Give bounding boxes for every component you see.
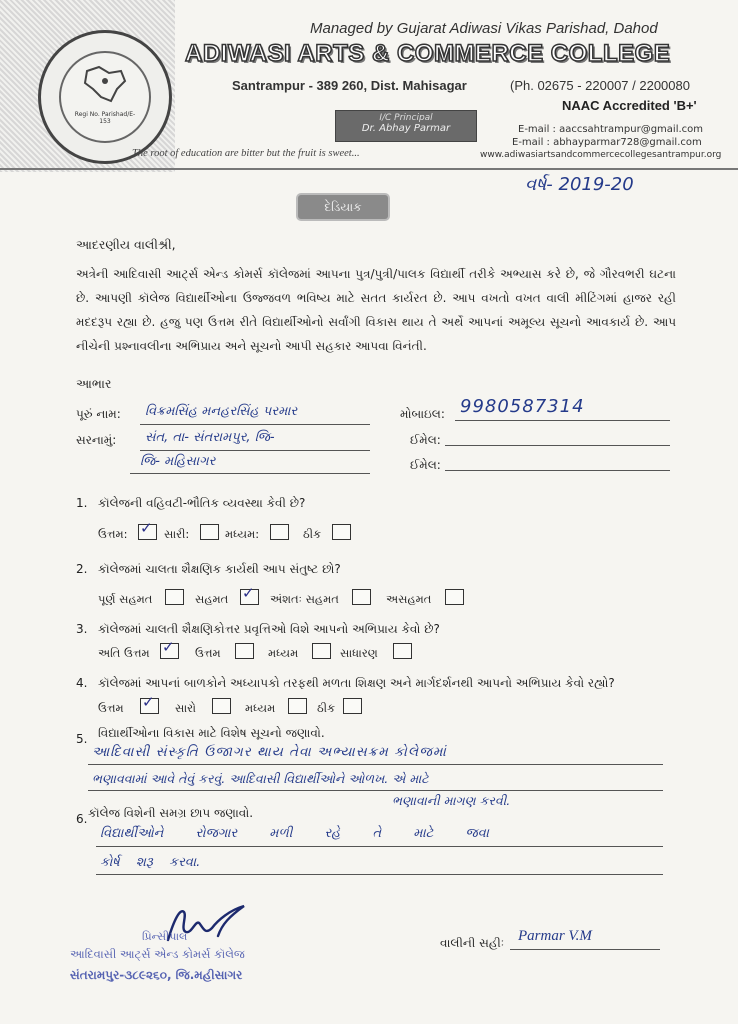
q1-checkbox-2[interactable] xyxy=(200,524,219,540)
college-address: Santrampur - 389 260, Dist. Mahisagar xyxy=(232,78,467,93)
q6-answer-1[interactable]: વિદ્યાર્થીઓને રોજગાર મળી રહે તે માટે જવા xyxy=(100,826,489,841)
q2-option-1: પૂર્ણ સહમત xyxy=(98,592,153,606)
q4-checkbox-2[interactable] xyxy=(212,698,231,714)
guardian-sign-label: વાલીની સહીઃ xyxy=(440,936,505,950)
q5-answer-1[interactable]: આદિવાસી સંસ્કૃતિ ઉજાગર થાય તેવા અભ્યાસક્રમ કોલેજમાં xyxy=(92,744,447,760)
guardian-sign-value[interactable]: Parmar V.M xyxy=(518,928,592,944)
map-icon xyxy=(77,63,133,107)
q6-line-1 xyxy=(96,846,663,847)
q6-answer-2[interactable]: કોર્ષ શરૂ કરવા. xyxy=(100,855,201,870)
address-line-2 xyxy=(130,473,370,474)
q5-answer-2[interactable]: ભણાવવામાં આવે તેવું કરવું. આદિવાસી વિદ્યાર્થીઓને ઓળખ. એ માટે xyxy=(92,771,429,786)
address-label: સરનામું: xyxy=(76,433,117,447)
q1-tick: ✓ xyxy=(140,519,153,537)
college-phone: (Ph. 02675 - 220007 / 2200080 xyxy=(510,78,690,93)
q4-checkbox-4[interactable] xyxy=(343,698,362,714)
q6-text: કૉલેજ વિશેની સમગ્ર છાપ જણાવો. xyxy=(88,806,254,820)
managed-by: Managed by Gujarat Adiwasi Vikas Parishad, Dahod xyxy=(310,20,658,37)
q1-option-1: ઉત્તમ: xyxy=(98,527,128,541)
college-name: ADIWASI ARTS & COMMERCE COLLEGE xyxy=(185,40,671,67)
email-line-2[interactable] xyxy=(445,470,670,471)
header-rule xyxy=(0,168,738,170)
q4-checkbox-3[interactable] xyxy=(288,698,307,714)
address-line-1 xyxy=(140,450,370,451)
letter-body: અત્રેની આદિવાસી આર્ટ્સ એન્ડ કોમર્સ કૉલેજમાં આપના પુત્ર/પુત્રી/પાલક વિદ્યાર્થી તરીકે અભ્યાસ કરે છે, જે ગૌરવભરી ઘટના છે. આપણી કૉલેજ વિદ્યાર્થીઓના ઉજ્જવળ ભવિષ્ય માટે સતત કાર્યરત છે. આપ વખતો વખત વાલી મીટિંગમાં હાજર રહી મદદરૂપ રહ્યા છે. હજુ પણ ઉત્તમ રીતે વિદ્યાર્થીઓનો સર્વાંગી વિકાસ થાય તે અર્થે આપનાં અમૂલ્ય સૂચનો આવકાર્ય છે. આપ નીચેની પ્રશ્નાવલીના અભિપ્રાય અને સૂચનો આપી સહકાર આપવા વિનંતી. xyxy=(76,267,676,353)
form-title: દેડિયાક xyxy=(324,200,362,214)
website: www.adiwasiartsandcommercecollegesantrampur.org xyxy=(480,150,722,160)
q4-option-4: ઠીક xyxy=(317,701,336,715)
q1-option-3: મધ્યમ: xyxy=(225,527,260,541)
salutation: આદરણીય વાલીશ્રી, xyxy=(76,237,176,252)
q3-option-3: મધ્યમ xyxy=(268,646,299,660)
stamp-line-1: આદિવાસી આર્ટ્સ એન્ડ કોમર્સ કૉલેજ xyxy=(70,947,245,961)
principal-name: Dr. Abhay Parmar xyxy=(361,123,451,134)
q1-option-4: ઠીક xyxy=(303,527,322,541)
q2-text: કૉલેજમાં ચાલતા શૈક્ષણિક કાર્યથી આપ સંતુષ્ટ છો? xyxy=(98,562,341,576)
email-2: E-mail : abhayparmar728@gmail.com xyxy=(512,137,702,148)
q2-checkbox-4[interactable] xyxy=(445,589,464,605)
q3-text: કૉલેજમાં ચાલતી શૈક્ષણિકોત્તર પ્રવૃત્તિઓ વિશે આપનો અભિપ્રાય કેવો છે? xyxy=(98,622,440,636)
q2-checkbox-1[interactable] xyxy=(165,589,184,605)
address-value-2[interactable]: જિ- મહિસાગર xyxy=(140,454,216,469)
naac-badge: NAAC Accredited 'B+' xyxy=(562,98,697,113)
q2-option-2: સહમત xyxy=(195,592,229,606)
form-title-banner xyxy=(298,195,388,219)
address-value-1[interactable]: સંત, તા- સંતરામપુર, જિ- xyxy=(145,430,275,445)
q3-option-1: અતિ ઉત્તમ xyxy=(98,646,150,660)
seal-reg: Regi No. Parishad/E-153 xyxy=(74,111,136,125)
email-line-1[interactable] xyxy=(445,445,670,446)
college-motto: The root of education are bitter but the fruit is sweet... xyxy=(132,148,360,159)
principal-banner xyxy=(335,110,477,142)
email-label-2: ઈમેલ: xyxy=(410,458,441,472)
q1-option-2: સારી: xyxy=(164,527,190,541)
q3-option-2: ઉત્તમ xyxy=(195,646,221,660)
q4-option-3: મધ્યમ xyxy=(245,701,276,715)
q4-option-2: સારો xyxy=(175,701,196,715)
q2-option-4: અસહમત xyxy=(386,592,432,606)
q6-number: 6. xyxy=(76,812,88,826)
q2-checkbox-3[interactable] xyxy=(352,589,371,605)
mobile-label: મોબાઇલ: xyxy=(400,407,445,421)
mobile-value[interactable]: 9980587314 xyxy=(460,396,585,417)
stamp-line-2: સંતરામપુર-૩૮૯૨૬૦, જિ.મહીસાગર xyxy=(70,968,243,982)
stamp-title: પ્રિન્સીપાલ xyxy=(142,930,188,943)
q3-checkbox-4[interactable] xyxy=(393,643,412,659)
q3-tick: ✓ xyxy=(162,638,175,656)
q1-number: 1. xyxy=(76,496,88,510)
q3-checkbox-3[interactable] xyxy=(312,643,331,659)
name-label: પૂરું નામ: xyxy=(76,407,121,421)
q6-line-2 xyxy=(96,874,663,875)
q5-answer-3[interactable]: ભણાવાની માગણ કરવી. xyxy=(392,793,511,808)
mobile-line xyxy=(455,420,670,421)
thanks: આભાર xyxy=(76,376,112,391)
q5-line-2 xyxy=(88,790,663,791)
principal-title: I/C Principal xyxy=(379,113,433,123)
q4-number: 4. xyxy=(76,676,88,690)
email-label-1: ઈમેલ: xyxy=(410,433,441,447)
email-1: E-mail : aaccsahtrampur@gmail.com xyxy=(518,124,704,135)
guardian-sign-line xyxy=(510,949,660,950)
letterhead xyxy=(0,0,738,172)
q3-checkbox-2[interactable] xyxy=(235,643,254,659)
q3-number: 3. xyxy=(76,622,88,636)
q4-text: કૉલેજમાં આપનાં બાળકોને અધ્યાપકો તરફથી મળતા શિક્ષણ અને માર્ગદર્શનથી આપનો અભિપ્રાય કેવો રહ્યો? xyxy=(98,676,615,690)
q2-tick: ✓ xyxy=(242,584,255,602)
q1-checkbox-4[interactable] xyxy=(332,524,351,540)
q1-checkbox-3[interactable] xyxy=(270,524,289,540)
q5-line-1 xyxy=(88,764,663,765)
q5-number: 5. xyxy=(76,732,88,746)
q5-text: વિદ્યાર્થીઓના વિકાસ માટે વિશેષ સૂચનો જણાવો. xyxy=(98,726,325,740)
name-value[interactable]: વિક્રમસિંહ મનહરસિંહ પરમાર xyxy=(145,404,298,419)
q3-option-4: સાધારણ xyxy=(340,646,378,660)
q2-number: 2. xyxy=(76,562,88,576)
college-seal xyxy=(38,30,172,164)
academic-year: વર્ષ- 2019-20 xyxy=(525,174,634,195)
q1-text: કૉલેજની વહિવટી-ભૌતિક વ્યવસ્થા કેવી છે? xyxy=(98,496,306,510)
q4-tick: ✓ xyxy=(142,693,155,711)
q4-option-1: ઉત્તમ xyxy=(98,701,124,715)
college-stamp xyxy=(70,930,310,990)
q2-option-3: અંશતઃ સહમત xyxy=(270,592,339,606)
name-line xyxy=(140,424,370,425)
